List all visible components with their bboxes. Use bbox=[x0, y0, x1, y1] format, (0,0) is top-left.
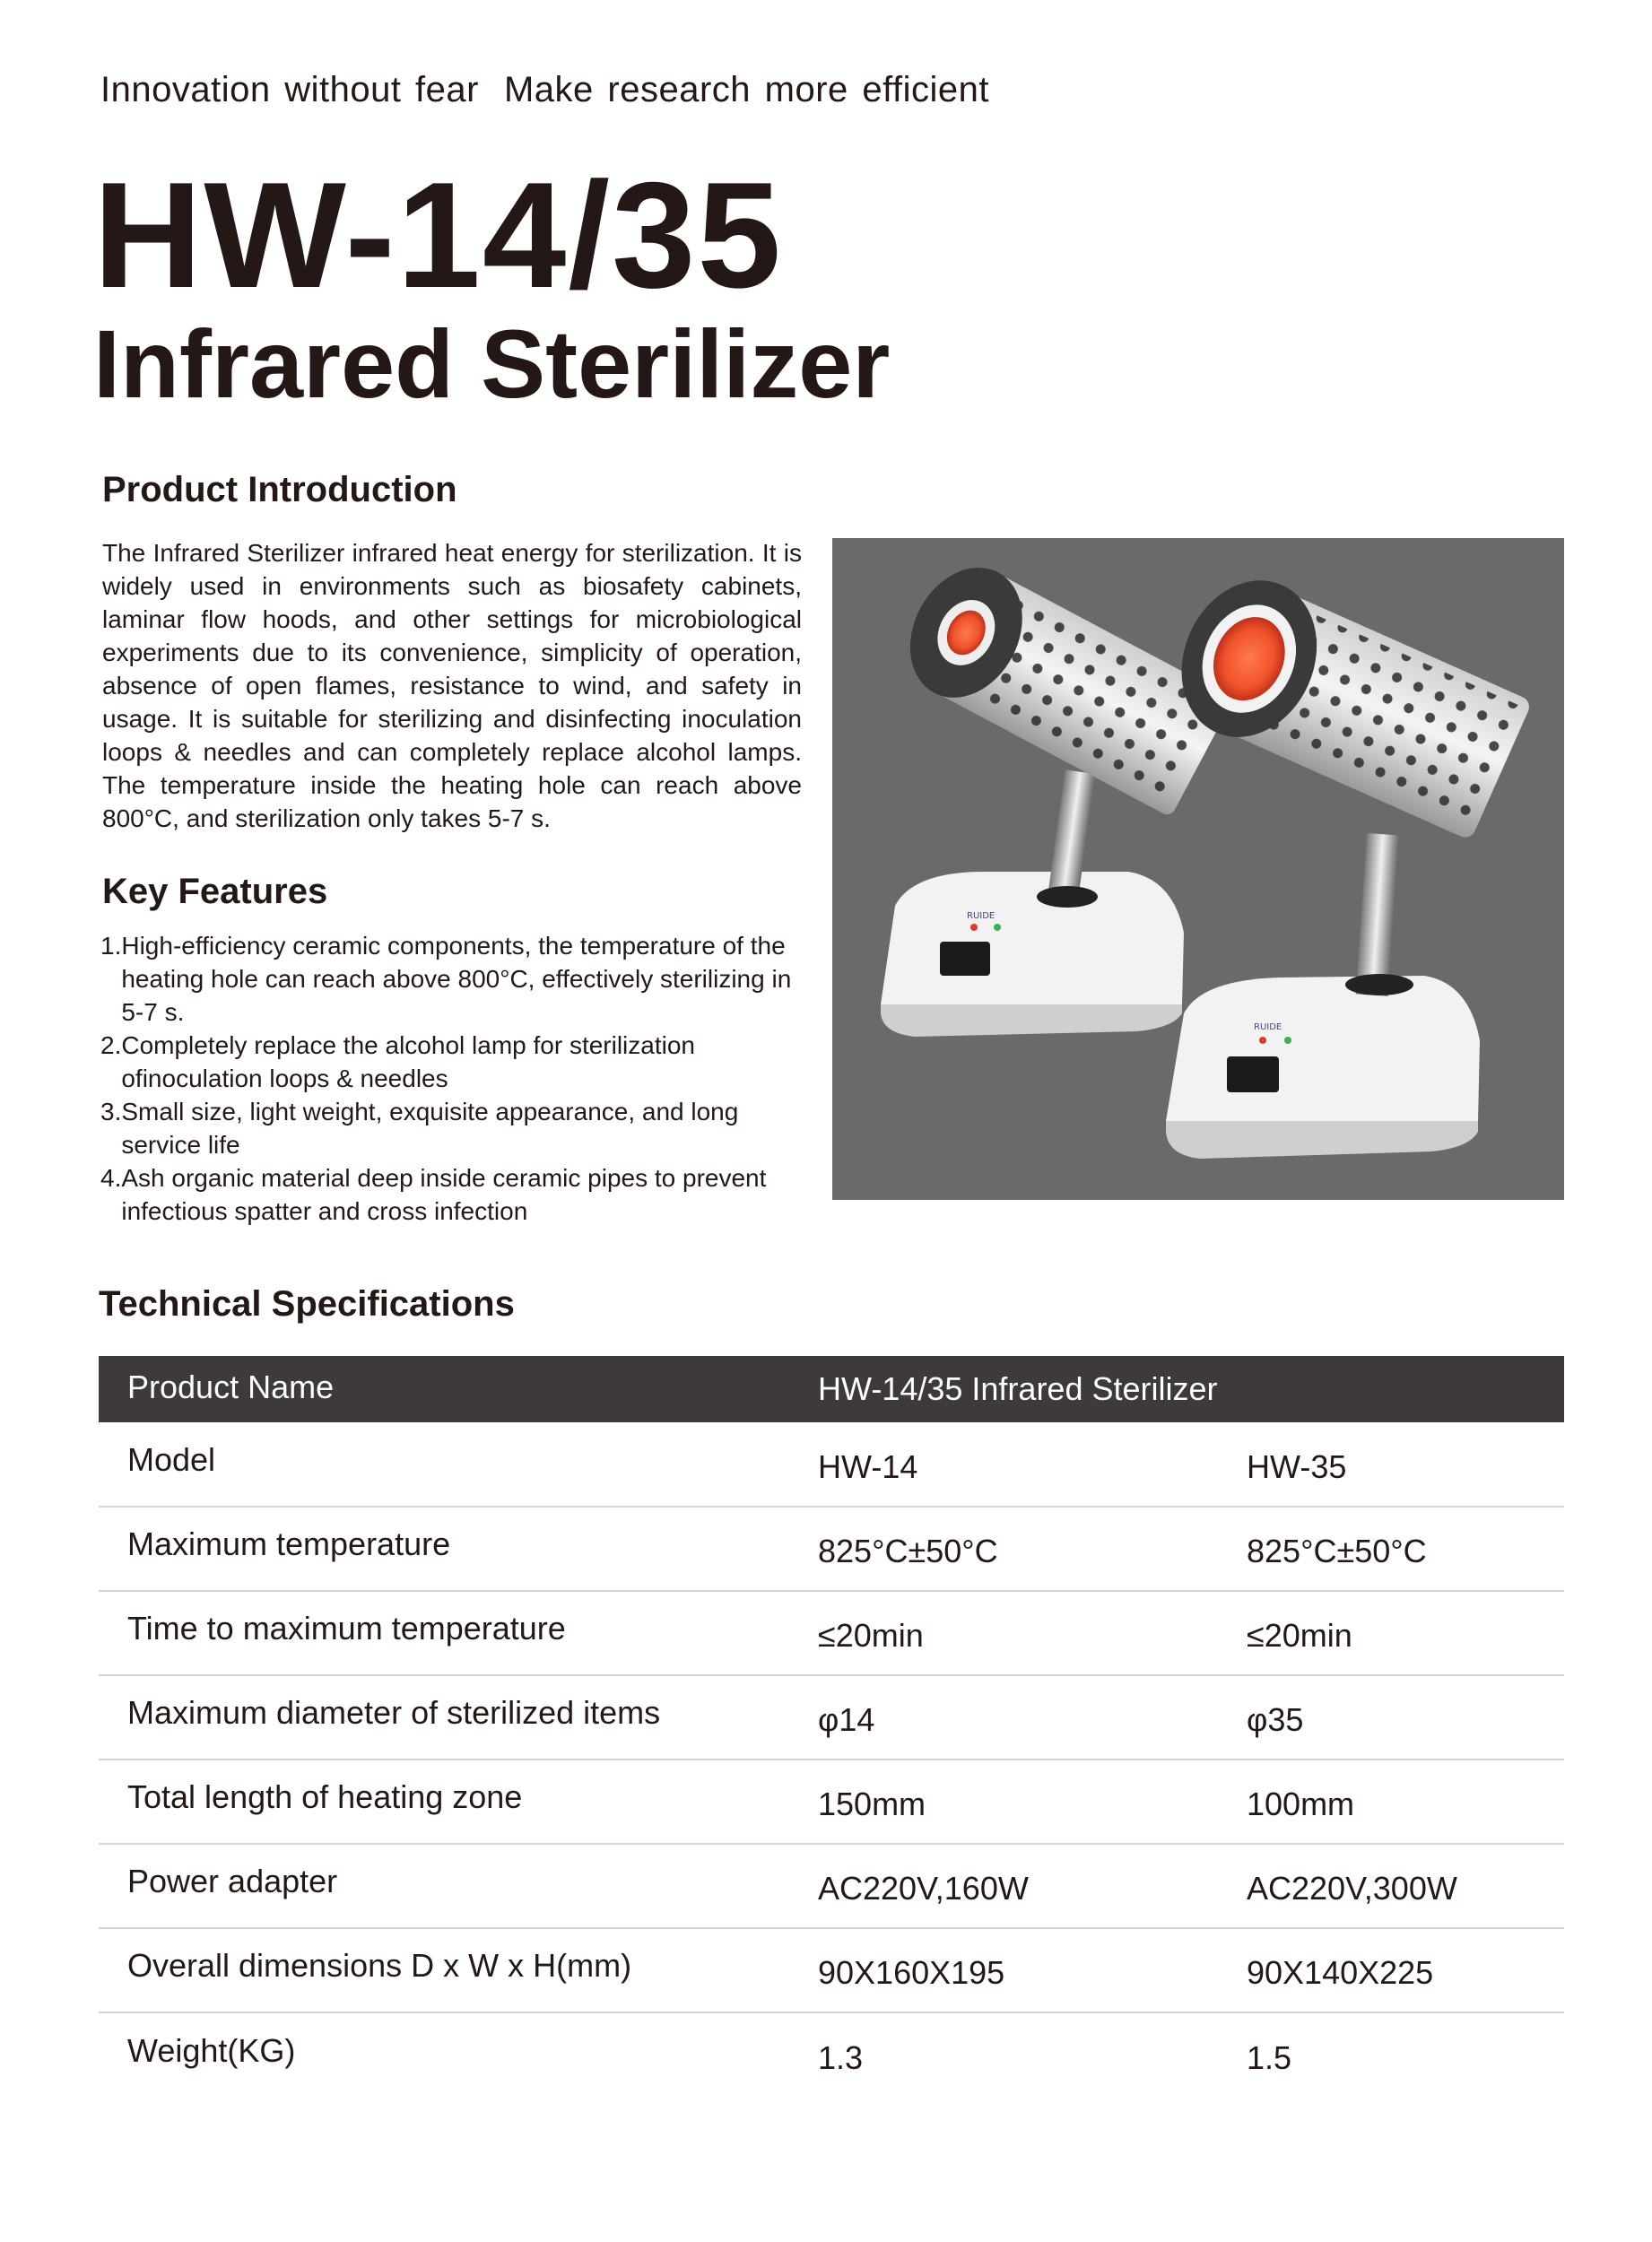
spec-value-hw35: 90X140X225 bbox=[1247, 1954, 1434, 1991]
spec-value-hw35: ≤20min bbox=[1247, 1617, 1352, 1654]
header-label: Product Name bbox=[127, 1369, 335, 1405]
tagline-right: Make research more efficient bbox=[503, 70, 990, 109]
table-row bbox=[99, 1507, 1564, 1591]
model-title: HW-14/35 bbox=[93, 151, 783, 319]
feature-item bbox=[100, 929, 809, 1029]
product-introduction-heading: Product Introduction bbox=[102, 470, 457, 509]
table-row bbox=[99, 1760, 1564, 1844]
feature-number: 4. bbox=[100, 1164, 122, 1192]
spec-value-hw14: HW-14 bbox=[818, 1447, 918, 1485]
spec-label: Time to maximum temperature bbox=[127, 1610, 566, 1647]
spec-value-hw35: HW-35 bbox=[1247, 1447, 1347, 1485]
spec-label: Overall dimensions D x W x H(mm) bbox=[127, 1947, 632, 1984]
feature-number: 3. bbox=[100, 1098, 122, 1125]
feature-number: 1. bbox=[100, 932, 122, 960]
product-introduction-text: The Infrared Sterilizer infrared heat energy for sterilization. It is widely used in environments such as biosafety cabinets, laminar flow hoods, and other settings for microbiological experiments due to its convenience, simplicity of operation, absence of open flames, resistance to wind, and safety in usage. It is suitable for sterilizing and disinfecting inoculation loops & needles and can completely replace alcohol lamps. The temperature inside the heating hole can reach above 800°C, and sterilization only takes 5-7 s. bbox=[102, 539, 802, 832]
table-row bbox=[99, 1928, 1564, 2012]
table-row bbox=[99, 1675, 1564, 1760]
spec-value-hw14: 150mm bbox=[818, 1786, 926, 1822]
product-title: Infrared Sterilizer bbox=[93, 309, 891, 418]
table-header-row bbox=[99, 1356, 1564, 1422]
spec-label: Maximum diameter of sterilized items bbox=[127, 1694, 661, 1731]
header-value: HW-14/35 Infrared Sterilizer bbox=[818, 1370, 1218, 1407]
spec-label: Weight(KG) bbox=[127, 2031, 296, 2069]
spec-value-hw14: 1.3 bbox=[818, 2038, 864, 2076]
spec-label: Total length of heating zone bbox=[127, 1778, 523, 1815]
spec-value-hw14: 825°C±50°C bbox=[818, 1533, 998, 1569]
tagline-left: Innovation without fear bbox=[100, 70, 479, 109]
sterilizer-hw35 bbox=[1157, 559, 1534, 1159]
sterilizer-hw14 bbox=[881, 548, 1234, 1037]
specifications-table bbox=[99, 1356, 1564, 2097]
table-row bbox=[99, 2012, 1564, 2097]
feature-item bbox=[100, 1161, 809, 1228]
spec-label: Model bbox=[127, 1440, 216, 1478]
product-photo bbox=[832, 538, 1564, 1200]
spec-value-hw14: 90X160X195 bbox=[818, 1954, 1005, 1991]
feature-item bbox=[100, 1029, 809, 1095]
spec-value-hw35: 100mm bbox=[1247, 1786, 1355, 1822]
table-row bbox=[99, 1591, 1564, 1675]
table-row bbox=[99, 1422, 1564, 1507]
technical-specifications-heading: Technical Specifications bbox=[99, 1284, 515, 1324]
feature-text: High-efficiency ceramic components, the temperature of the heating hole can reach above 800°C, effectively sterilizing in 5-7 s. bbox=[121, 932, 792, 1026]
spec-value-hw35: 1.5 bbox=[1247, 2038, 1292, 2076]
key-features-list bbox=[100, 929, 809, 1228]
feature-text: Ash organic material deep inside ceramic pipes to prevent infectious spatter and cross infection bbox=[121, 1164, 767, 1225]
spec-value-hw14: AC220V,160W bbox=[818, 1870, 1029, 1907]
spec-value-hw35: AC220V,300W bbox=[1247, 1870, 1457, 1907]
table-row bbox=[99, 1844, 1564, 1928]
spec-value-hw35: 825°C±50°C bbox=[1247, 1533, 1427, 1569]
feature-item bbox=[100, 1095, 809, 1161]
tagline bbox=[100, 70, 989, 110]
feature-number: 2. bbox=[100, 1031, 122, 1059]
key-features-heading: Key Features bbox=[102, 872, 328, 911]
spec-label: Power adapter bbox=[127, 1863, 338, 1899]
feature-text: Completely replace the alcohol lamp for sterilization ofinoculation loops & needles bbox=[121, 1031, 695, 1092]
brand-label: RUIDE bbox=[1254, 1022, 1282, 1032]
spec-value-hw14: ≤20min bbox=[818, 1617, 924, 1654]
spec-label: Maximum temperature bbox=[127, 1525, 451, 1562]
feature-text: Small size, light weight, exquisite appearance, and long service life bbox=[121, 1098, 739, 1159]
display-screen bbox=[1227, 1056, 1279, 1092]
brand-label: RUIDE bbox=[967, 911, 996, 921]
product-photo-illustration bbox=[832, 538, 1564, 1200]
display-screen bbox=[940, 942, 990, 976]
spec-value-hw14: φ14 bbox=[818, 1701, 875, 1738]
spec-value-hw35: φ35 bbox=[1247, 1701, 1304, 1738]
